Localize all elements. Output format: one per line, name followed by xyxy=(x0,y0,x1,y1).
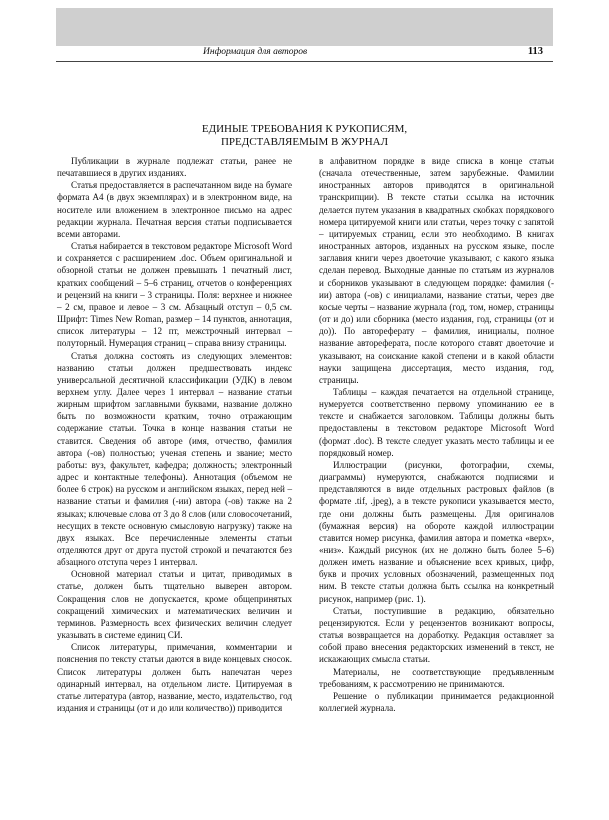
article-title-line-2: ПРЕДСТАВЛЯЕМЫМ В ЖУРНАЛ xyxy=(220,136,389,148)
paragraph: Решение о публикации принимается редакционной коллегией журнала. xyxy=(319,690,554,714)
article-title-line-1: ЕДИНЫЕ ТРЕБОВАНИЯ К РУКОПИСЯМ, xyxy=(201,123,408,135)
right-column xyxy=(319,155,554,714)
page-number: 113 xyxy=(527,46,543,57)
header-band xyxy=(56,8,553,46)
paragraph: Статья набирается в текстовом редакторе Microsoft Word и сохраняется с расширением .doc. Объем оригинальной и обзорной статьи не должен превышать 1 печатный лист, кратких сообщений – 5–6 страниц, отчетов о конференциях и рецензий на книги – 3 страницы. Поля: верхнее и нижнее – 2 см, правое и левое – 3 см. Абзацный отступ – 0,5 см. Шрифт: Times New Roman, размер – 14 пунктов, аннотация, список литературы – 12 пт, межстрочный интервал – полуторный. Нумерация страниц – справа внизу страницы. xyxy=(57,241,292,349)
paragraph: Таблицы – каждая печатается на отдельной странице, нумеруется соответственно первому упоминанию ее в тексте и снабжается заголовком. Таблицы должны быть предоставлены в текстовом редакторе Microsoft Word (формат .doc). В тексте следует указать место таблицы и ее порядковый номер. xyxy=(319,386,554,458)
article-title xyxy=(60,123,549,149)
paragraph: Материалы, не соответствующие предъявленным требованиям, к рассмотрению не принимаются. xyxy=(319,666,554,689)
header-rule xyxy=(56,61,553,62)
paragraph: Основной материал статьи и цитат, приводимых в статье, должен быть тщательно выверен автором. Сокращения слов не допускается, кроме общепринятых сокращений химических и математических величин и терминов. Размерность всех физических величин следует указывать в системе единиц СИ. xyxy=(57,569,292,641)
paragraph: Статья предоставляется в распечатанном виде на бумаге формата А4 (в двух экземплярах) и в электронном виде, на носителе или вложением в электронное письмо на адрес редакции журнала. Печатная версия статьи подписывается всеми авторами. xyxy=(57,180,292,239)
paragraph-continued: в алфавитном порядке в виде списка в конце статьи (сначала отечественные, затем зарубежные. Фамилии иностранных авторов приводятся в оригинальной транскрипции). В тексте статьи ссылка на источник делается путем указания в квадратных скобках порядкового номера цитируемой книги или статьи, через точку с запятой – цитируемых страниц, если это необходимо. В книгах иностранных авторов, изданных на русском языке, после заглавия книги через двоеточие указывают, с какого языка сделан перевод. Выходные данные по статьям из журналов и сборников указывают в следующем порядке: фамилия (-ии) автора (-ов) с инициалами, название статьи, через две косые черты – название журнала (год, том, номер, страницы (от и до) или сборника (место издания, год, страницы (от и до)). По автореферату – фамилия, инициалы, полное название автореферата, после которого ставят двоеточие и указывают, на соискание какой степени и в какой области науки защищена диссертация, место издания, год, страницы. xyxy=(319,156,554,385)
running-header-title: Информация для авторов xyxy=(203,47,308,57)
paragraph: Статья должна состоять из следующих элементов: названию статьи должен предшествовать индекс универсальной десятичной классификации (УДК) в левом верхнем углу. Далее через 1 интервал – название статьи жирным шрифтом заглавными буквами, название должно быть по возможности кратким, точно отражающим содержание статьи. Точка в конце названия статьи не ставится. Сведения об авторе (имя, отчество, фамилия автора (-ов) полностью; ученая степень и звание; место работы: вуз, факультет, кафедра; должность; электронный адрес и контактные телефоны). Аннотация (объемом не более 6 строк) на русском и английском языках, перед ней – название статьи и фамилия (-ии) автора (-ов) также на 2 языках; ключевые слова от 3 до 8 слов (или словосочетаний, несущих в тексте основную смысловую нагрузку) также на двух языках. Все перечисленные элементы статьи отделяются друг от друга пустой строкой и печатаются без абзацного отступа через 1 интервал. xyxy=(57,350,292,568)
left-column xyxy=(57,155,292,714)
paragraph: Статьи, поступившие в редакцию, обязательно рецензируются. Если у рецензентов возникают вопросы, статья возвращается на доработку. Редакция оставляет за собой право внесения редакторских изменений в текст, не искажающих смысла статьи. xyxy=(319,605,554,665)
paragraph: Публикации в журнале подлежат статьи, ранее не печатавшиеся в других изданиях. xyxy=(57,156,292,179)
paragraph: Список литературы, примечания, комментарии и пояснения по тексту статьи даются в виде концевых сносок. Список литературы должен быть напечатан через одинарный интервал, на отдельном листе. Цитируемая в статье литература (автор, название, место, издательство, год издания и страницы (от и до или количество)) приводится xyxy=(57,642,292,714)
paragraph: Иллюстрации (рисунки, фотографии, схемы, диаграммы) нумеруются, снабжаются подписями и представляются в виде отдельных растровых файлов (в формате .tif, .jpeg), а в тексте рукописи указывается место, где они должны быть размещены. Для оригиналов (бумажная версия) на обороте каждой иллюстрации ставится номер рисунка, фамилия автора и пометка «верх», «низ». Каждый рисунок (их не должно быть более 5–6) должен иметь название и объяснение всех кривых, цифр, букв и прочих условных обозначений, размещенных под ним. В тексте статьи должна быть ссылка на конкретный рисунок, например (рис. 1). xyxy=(319,459,554,604)
